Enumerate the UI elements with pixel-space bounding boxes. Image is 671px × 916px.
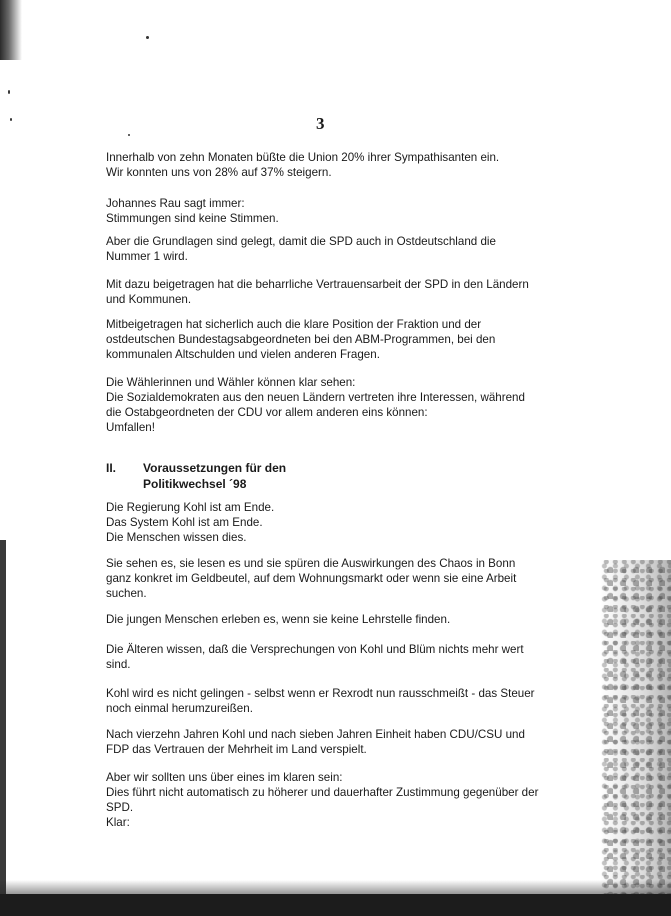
scan-edge-shadow [0, 894, 671, 916]
text-line: kommunalen Altschulden und vielen anderen Fragen. [106, 348, 380, 361]
text-line: Die Menschen wissen dies. [106, 531, 247, 544]
paragraph [106, 150, 499, 180]
page-number: 3 [316, 114, 325, 133]
text-line: SPD. [106, 801, 134, 814]
text-line: Aber die Grundlagen sind gelegt, damit die SPD auch in Ostdeutschland die [106, 235, 496, 248]
text-line: Johannes Rau sagt immer: [106, 197, 245, 210]
text-line: Stimmungen sind keine Stimmen. [106, 212, 279, 225]
paragraph [106, 234, 496, 264]
text-line: Die jungen Menschen erleben es, wenn sie keine Lehrstelle finden. [106, 613, 451, 626]
text-line: Aber wir sollten uns über eines im klaren sein: [106, 771, 343, 784]
paragraph [106, 317, 495, 362]
text-line: Die Regierung Kohl ist am Ende. [106, 501, 275, 514]
text-line: Die Sozialdemokraten aus den neuen Ländern vertreten ihre Interessen, während [106, 391, 525, 404]
paragraph [106, 556, 516, 601]
text-line: Wir konnten uns von 28% auf 37% steigern. [106, 166, 332, 179]
section-title [143, 460, 286, 492]
text-line: Innerhalb von zehn Monaten büßte die Union 20% ihrer Sympathisanten ein. [106, 151, 500, 164]
text-line: die Ostabgeordneten der CDU vor allem anderen eins können: [106, 406, 428, 419]
text-line: Nach vierzehn Jahren Kohl und nach sieben Jahren Einheit haben CDU/CSU und [106, 728, 525, 741]
section-title-line: Politikwechsel ´98 [143, 477, 247, 491]
text-line: Nummer 1 wird. [106, 250, 188, 263]
paragraph [106, 770, 538, 830]
text-line: Sie sehen es, sie lesen es und sie spüren die Auswirkungen des Chaos in Bonn [106, 557, 516, 570]
paragraph [106, 642, 524, 672]
text-line: Kohl wird es nicht gelingen - selbst wenn er Rexrodt nun rausschmeißt - das Steuer [106, 687, 535, 700]
text-line: Umfallen! [106, 421, 155, 434]
section-title-line: Voraussetzungen für den [143, 461, 287, 475]
scan-noise [600, 560, 671, 900]
scan-speck [146, 36, 149, 39]
scan-speck [128, 134, 130, 136]
paragraph [106, 196, 279, 226]
paragraph [106, 612, 450, 627]
text-line: noch einmal herumzureißen. [106, 702, 253, 715]
text-line: Das System Kohl ist am Ende. [106, 516, 263, 529]
scan-speck [8, 90, 10, 94]
text-line: FDP das Vertrauen der Mehrheit im Land verspielt. [106, 743, 367, 756]
text-line: und Kommunen. [106, 293, 192, 306]
text-line: sind. [106, 658, 131, 671]
paragraph [106, 277, 529, 307]
scan-edge-shadow [0, 0, 22, 60]
paragraph [106, 686, 535, 716]
text-line: ganz konkret im Geldbeutel, auf dem Wohnungsmarkt oder wenn sie eine Arbeit [106, 572, 517, 585]
text-line: Mitbeigetragen hat sicherlich auch die klare Position der Fraktion und der [106, 318, 482, 331]
paragraph [106, 727, 525, 757]
text-line: suchen. [106, 587, 147, 600]
paragraph [106, 375, 525, 435]
paragraph [106, 500, 274, 545]
text-line: Mit dazu beigetragen hat die beharrliche Vertrauensarbeit der SPD in den Ländern [106, 278, 529, 291]
section-number: II. [106, 461, 117, 475]
scan-speck [10, 118, 12, 121]
text-line: Klar: [106, 816, 130, 829]
text-line: Dies führt nicht automatisch zu höherer und dauerhafter Zustimmung gegenüber der [106, 786, 539, 799]
text-line: Die Älteren wissen, daß die Versprechungen von Kohl und Blüm nichts mehr wert [106, 643, 524, 656]
scan-edge-shadow [0, 540, 6, 900]
text-line: Die Wählerinnen und Wähler können klar sehen: [106, 376, 356, 389]
text-line: ostdeutschen Bundestagsabgeordneten bei den ABM-Programmen, bei den [106, 333, 496, 346]
